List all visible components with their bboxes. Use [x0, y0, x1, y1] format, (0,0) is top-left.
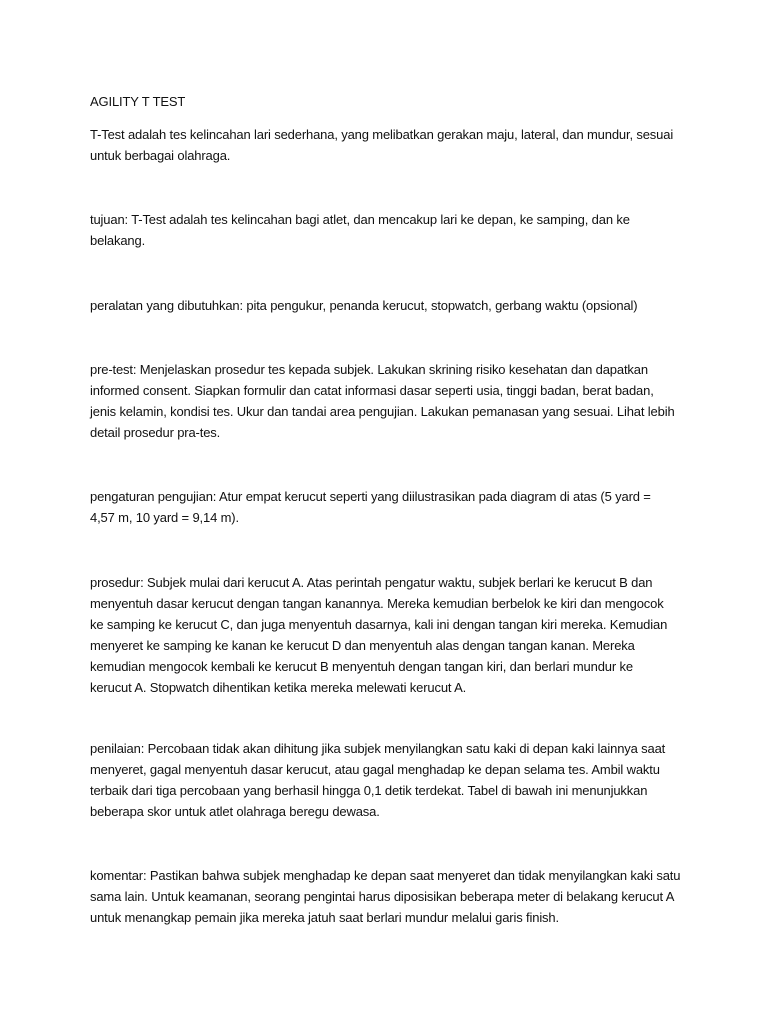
prosedur-line-6: kerucut A. Stopwatch dihentikan ketika mereka melewati kerucut A.	[90, 680, 467, 695]
pretest-line-1: pre-test: Menjelaskan prosedur tes kepada subjek. Lakukan skrining risiko kesehatan dan dapatkan	[90, 362, 648, 377]
pretest-line-2: informed consent. Siapkan formulir dan catat informasi dasar seperti usia, tinggi badan, berat badan,	[90, 383, 654, 398]
intro-line-2: untuk berbagai olahraga.	[90, 148, 231, 163]
prosedur-line-5: kemudian mengocok kembali ke kerucut B menyentuh dengan tangan kiri, dan berlari mundur ke	[90, 659, 633, 674]
prosedur-line-1: prosedur: Subjek mulai dari kerucut A. Atas perintah pengatur waktu, subjek berlari ke kerucut B dan	[90, 575, 653, 590]
document-title: AGILITY T TEST	[90, 94, 186, 109]
pengaturan-line-1: pengaturan pengujian: Atur empat kerucut seperti yang diilustrasikan pada diagram di atas (5 yard =	[90, 489, 651, 504]
penilaian-line-1: penilaian: Percobaan tidak akan dihitung jika subjek menyilangkan satu kaki di depan kaki lainnya saat	[90, 741, 666, 756]
komentar-line-1: komentar: Pastikan bahwa subjek menghadap ke depan saat menyeret dan tidak menyilangkan kaki satu	[90, 868, 681, 883]
komentar-line-2: sama lain. Untuk keamanan, seorang pengintai harus diposisikan beberapa meter di belakang kerucut A	[90, 889, 675, 904]
pretest-line-4: detail prosedur pra-tes.	[90, 425, 221, 440]
intro-line-1: T-Test adalah tes kelincahan lari sederhana, yang melibatkan gerakan maju, lateral, dan mundur, sesuai	[90, 127, 674, 142]
tujuan-line-2: belakang.	[90, 233, 146, 248]
penilaian-line-2: menyeret, gagal menyentuh dasar kerucut, atau gagal menghadap ke depan selama tes. Ambil waktu	[90, 762, 660, 777]
peralatan-line-1: peralatan yang dibutuhkan: pita pengukur, penanda kerucut, stopwatch, gerbang waktu (opsional)	[90, 298, 638, 313]
tujuan-line-1: tujuan: T-Test adalah tes kelincahan bagi atlet, dan mencakup lari ke depan, ke samping, dan ke	[90, 212, 630, 227]
pengaturan-line-2: 4,57 m, 10 yard = 9,14 m).	[90, 510, 239, 525]
prosedur-line-4: menyeret ke samping ke kanan ke kerucut D dan menyentuh alas dengan tangan kanan. Mereka	[90, 638, 635, 653]
pretest-line-3: jenis kelamin, kondisi tes. Ukur dan tandai area pengujian. Lakukan pemanasan yang sesuai. Lihat lebih	[90, 404, 675, 419]
prosedur-line-2: menyentuh dasar kerucut dengan tangan kanannya. Mereka kemudian berbelok ke kiri dan mengocok	[90, 596, 664, 611]
penilaian-line-4: beberapa skor untuk atlet olahraga beregu dewasa.	[90, 804, 380, 819]
penilaian-line-3: terbaik dari tiga percobaan yang berhasil hingga 0,1 detik terdekat. Tabel di bawah ini menunjukkan	[90, 783, 648, 798]
komentar-line-3: untuk menangkap pemain jika mereka jatuh saat berlari mundur melalui garis finish.	[90, 910, 559, 925]
prosedur-line-3: ke samping ke kerucut C, dan juga menyentuh dasarnya, kali ini dengan tangan kiri mereka. Kemudian	[90, 617, 668, 632]
